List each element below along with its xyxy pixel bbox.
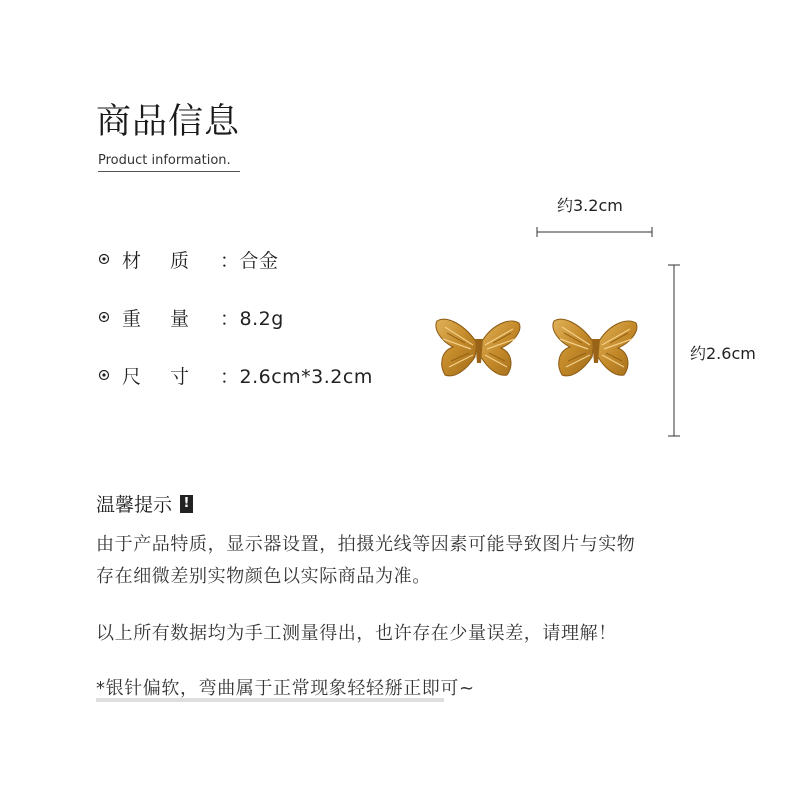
height-label: 约2.6cm (690, 344, 756, 363)
spec-row-size (98, 363, 373, 387)
page-title: 商品信息 (96, 102, 241, 142)
butterfly-icon (436, 319, 520, 376)
bullet-icon (98, 311, 110, 323)
page-subtitle: Product information. (98, 153, 231, 168)
spec-row-weight (98, 305, 284, 329)
spec-key (122, 362, 220, 389)
spec-row-material (98, 247, 279, 271)
spec-key (122, 304, 220, 331)
spec-key-char: 质 (170, 249, 190, 272)
spec-key (122, 246, 220, 273)
notice-title (96, 490, 193, 517)
exclamation-icon: ! (180, 495, 193, 513)
height-dimension-line (664, 262, 684, 440)
notice-line: 存在细微差别实物颜色以实际商品为准。 (96, 566, 431, 587)
spec-value: ：合金 (220, 249, 279, 272)
spec-key-char: 重 (122, 307, 142, 330)
bullet-icon (98, 369, 110, 381)
spec-key-char: 材 (122, 249, 142, 272)
spec-key-char: 尺 (122, 365, 142, 388)
spec-value: ：8.2g (220, 307, 284, 330)
bullet-icon (98, 253, 110, 265)
width-label: 约3.2cm (557, 196, 623, 215)
notice-footnote: *银针偏软，弯曲属于正常现象轻轻掰正即可~ (96, 678, 475, 699)
notice-line: 以上所有数据均为手工测量得出，也许存在少量误差，请理解！ (96, 623, 617, 644)
butterfly-icon (553, 319, 637, 376)
notice-line: 由于产品特质，显示器设置，拍摄光线等因素可能导致图片与实物 (96, 534, 636, 555)
butterfly-earrings-image (425, 305, 655, 395)
notice-title-text: 温馨提示 (96, 494, 173, 516)
subtitle-divider (98, 171, 240, 172)
spec-key-char: 寸 (170, 365, 190, 388)
width-dimension-line (530, 222, 660, 242)
spec-key-char: 量 (170, 307, 190, 330)
spec-value: ：2.6cm*3.2cm (220, 365, 373, 388)
